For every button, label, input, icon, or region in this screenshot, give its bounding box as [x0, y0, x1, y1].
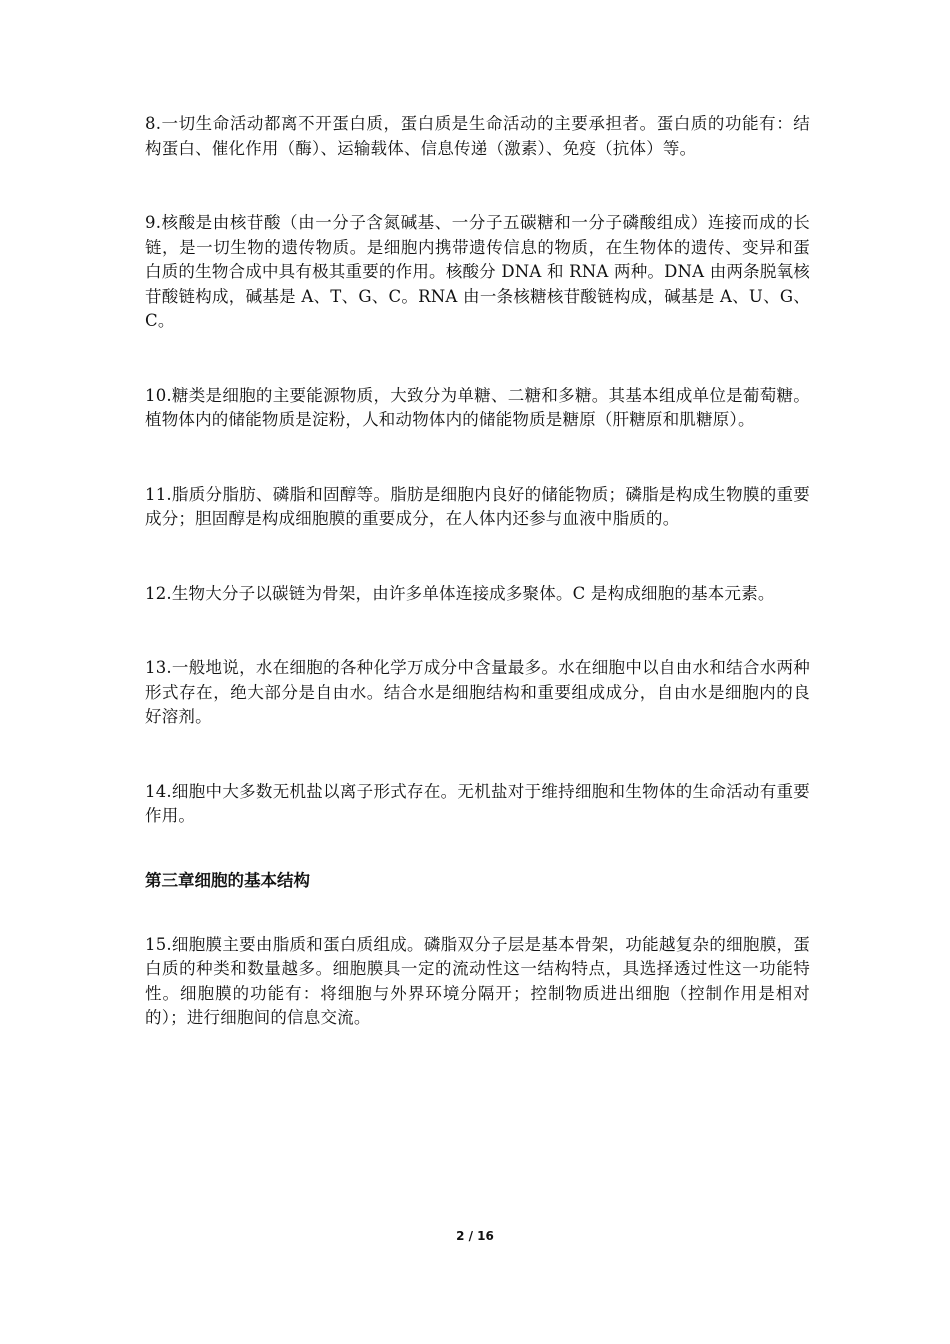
paragraph-12: 12.生物大分子以碳链为骨架，由许多单体连接成多聚体。C 是构成细胞的基本元素。 — [145, 583, 775, 603]
paragraph-9: 9.核酸是由核苷酸（由一分子含氮碱基、一分子五碳糖和一分子磷酸组成）连接而成的长链，是一切生物的遗传物质。是细胞内携带遗传信息的物质，在生物体的遗传、变异和蛋白质的生物合成中具有极其重要的作用。核酸分 DNA 和 RNA 两种。DNA 由两条脱氧核苷酸链构成，碱基是 A、T、G、C。RNA 由一条核糖核苷酸链构成，碱基是 A、U、G、C。 — [145, 213, 810, 330]
document-body — [145, 112, 810, 1031]
paragraph-15: 15.细胞膜主要由脂质和蛋白质组成。磷脂双分子层是基本骨架，功能越复杂的细胞膜，蛋白质的种类和数量越多。细胞膜具一定的流动性这一结构特点，具选择透过性这一功能特性。细胞膜的功能有：将细胞与外界环境分隔开；控制物质进出细胞（控制作用是相对的）；进行细胞间的信息交流。 — [145, 934, 810, 1027]
paragraph-14: 14.细胞中大多数无机盐以离子形式存在。无机盐对于维持细胞和生物体的生命活动有重要作用。 — [145, 781, 810, 825]
paragraph-10: 10.糖类是细胞的主要能源物质，大致分为单糖、二糖和多糖。其基本组成单位是葡萄糖。植物体内的储能物质是淀粉，人和动物体内的储能物质是糖原（肝糖原和肌糖原）。 — [145, 385, 810, 429]
page-number: 2 / 16 — [456, 1229, 494, 1243]
paragraph-13: 13.一般地说，水在细胞的各种化学万成分中含量最多。水在细胞中以自由水和结合水两种形式存在，绝大部分是自由水。结合水是细胞结构和重要组成成分，自由水是细胞内的良好溶剂。 — [145, 658, 810, 726]
chapter-heading: 第三章细胞的基本结构 — [145, 870, 310, 890]
paragraph-11: 11.脂质分脂肪、磷脂和固醇等。脂肪是细胞内良好的储能物质；磷脂是构成生物膜的重要成分；胆固醇是构成细胞膜的重要成分，在人体内还参与血液中脂质的。 — [145, 484, 810, 528]
paragraph-8: 8.一切生命活动都离不开蛋白质，蛋白质是生命活动的主要承担者。蛋白质的功能有：结构蛋白、催化作用（酶）、运输载体、信息传递（激素）、免疫（抗体）等。 — [145, 114, 810, 158]
